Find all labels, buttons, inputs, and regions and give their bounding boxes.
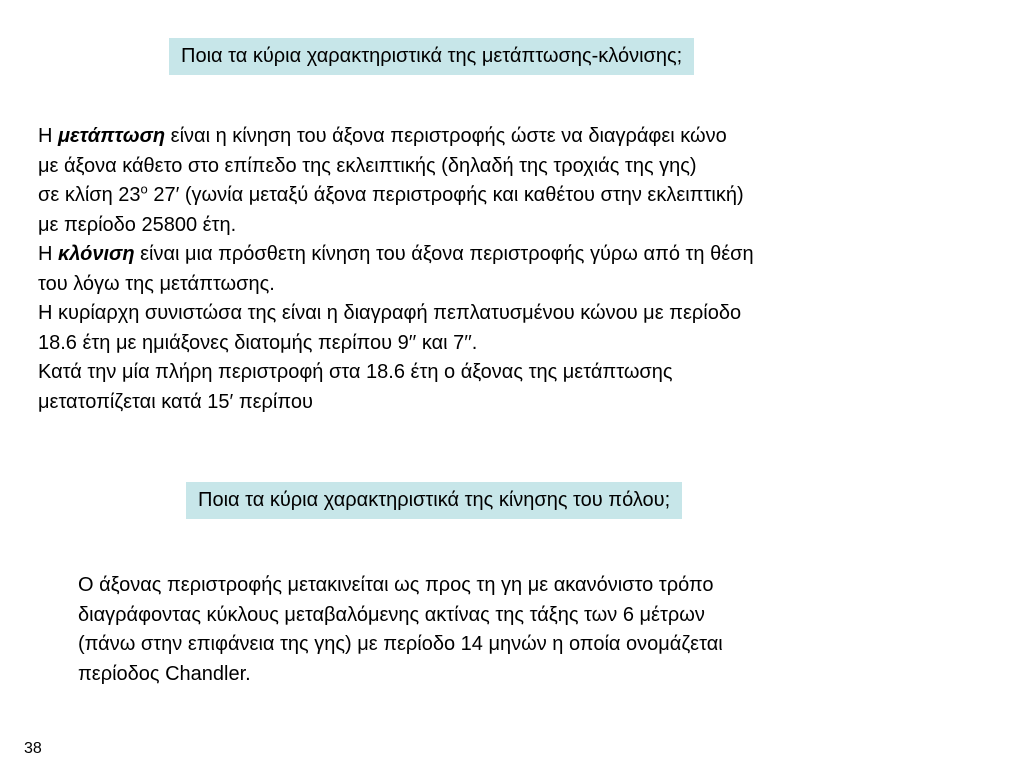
text-line: Η κυρίαρχη συνιστώσα της είναι η διαγραφή πεπλατυσμένου κώνου με περίοδο: [38, 302, 742, 324]
text-line: με άξονα κάθετο στο επίπεδο της εκλειπτικής (δηλαδή της τροχιάς της γης): [38, 154, 697, 177]
text-line: (πάνω στην επιφάνεια της γης) με περίοδο 14 μηνών η οποία ονομάζεται: [78, 633, 723, 655]
text-line: Η μετάπτωση είναι η κίνηση του άξονα περιστροφής ώστε να διαγράφει κώνο: [38, 125, 727, 147]
text-line: περίοδος Chandler.: [78, 662, 251, 685]
question-box-precession-nutation: [169, 38, 694, 75]
question-title: Ποια τα κύρια χαρακτηριστικά της μετάπτωσης-κλόνισης;: [181, 45, 683, 67]
text-line: Η κλόνιση είναι μια πρόσθετη κίνηση του άξονα περιστροφής γύρω από τη θέση: [38, 243, 754, 265]
text-line: του λόγω της μετάπτωσης.: [38, 272, 275, 295]
text-line: Ο άξονας περιστροφής μετακινείται ως προς τη γη με ακανόνιστο τρόπο: [78, 574, 714, 596]
text-line: μετατοπίζεται κατά 15′ περίπου: [38, 390, 313, 413]
text-line: με περίοδο 25800 έτη.: [38, 213, 237, 236]
text-line: διαγράφοντας κύκλους μεταβαλόμενης ακτίνας της τάξης των 6 μέτρων: [78, 603, 705, 626]
text-line: 18.6 έτη με ημιάξονες διατομής περίπου 9′′ και 7′′.: [38, 331, 478, 354]
degree-superscript: o: [140, 181, 148, 197]
text-line: σε κλίση 23$^o$ 27′ (γωνία μεταξύ άξονα περιστροφής και καθέτου στην εκλειπτική): [38, 181, 744, 206]
text-line: Κατά την μία πλήρη περιστροφή στα 18.6 έτη ο άξονας της μετάπτωσης: [38, 361, 673, 383]
term-nutation: κλόνιση: [58, 243, 135, 265]
answer-paragraph-precession-nutation: [38, 122, 998, 417]
question-title: Ποια τα κύρια χαρακτηριστικά της κίνησης του πόλου;: [198, 489, 671, 511]
answer-paragraph-polar-motion: [78, 571, 998, 689]
question-box-polar-motion: [186, 482, 682, 519]
page-number: 38: [24, 740, 42, 757]
term-precession: μετάπτωση: [58, 125, 166, 147]
